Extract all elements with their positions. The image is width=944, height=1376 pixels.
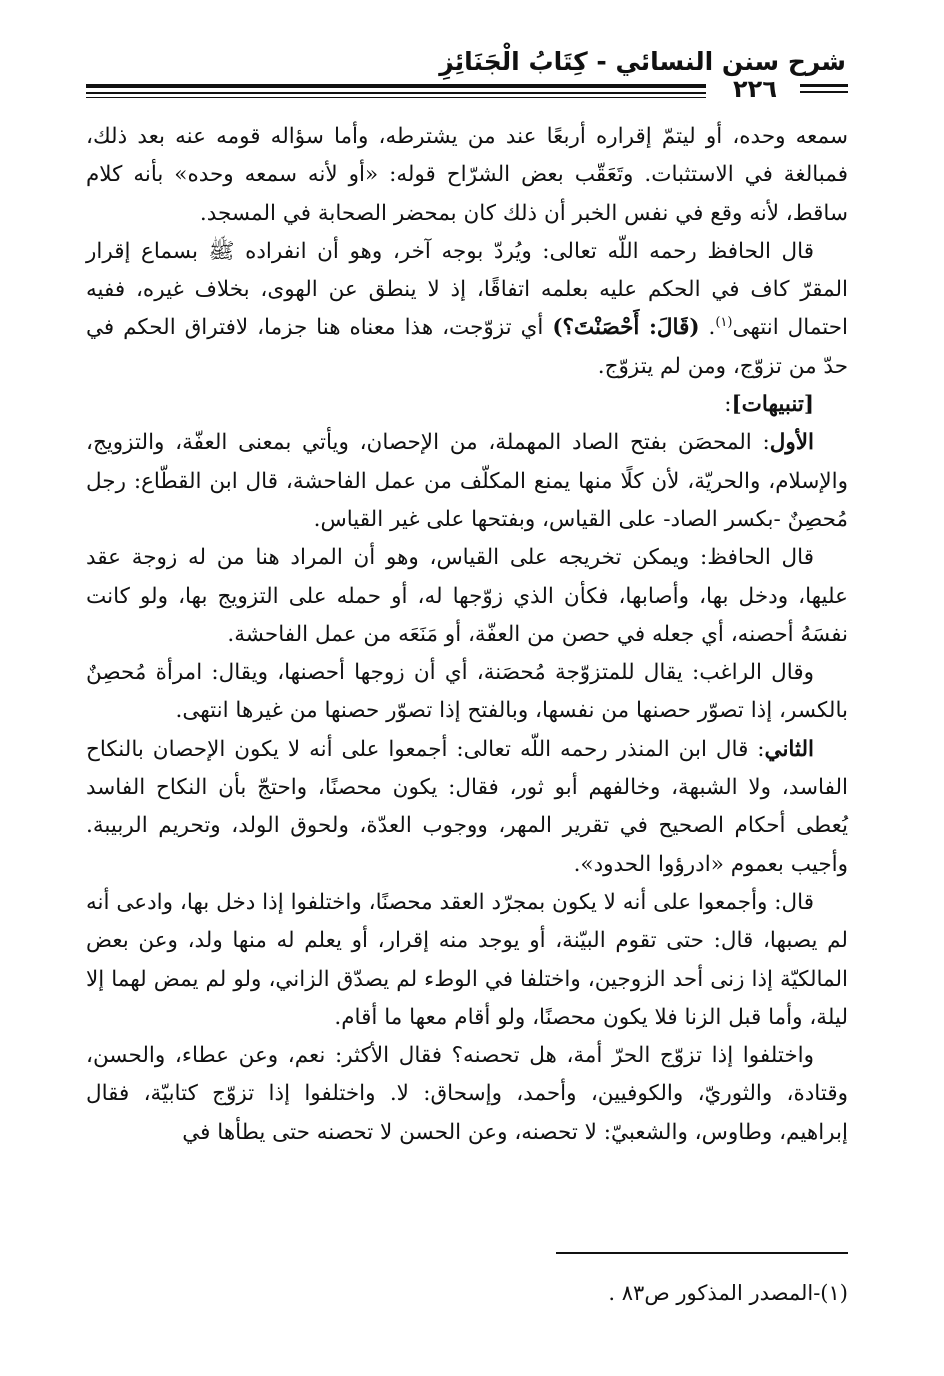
paragraph-1: سمعه وحده، أو ليتمّ إقراره أربعًا عند من يشترطه، وأما سؤاله قومه عنه بعد ذلك، فمبالغة في الاستثبات. وتَعَقّب بعض الشرّاح قوله: «أو لأنه سمعه وحده» بأنه كلام ساقط، لأنه وقع في نفس الخبر أن ذلك كان بمحضر الصحابة في المسجد. [86,124,848,226]
tanbihat-heading [86,386,848,424]
paragraph-5: قال: وأجمعوا على أنه لا يكون بمجرّد العقد محصنًا، واختلفوا إذا دخل بها، وادعى أنه لم يصبها، قال: حتى تقوم البيّنة، أو يوجد منه إقرار، أو يعلم له منها ولد، وعن بعض المالكيّة إذا زنى أحد الزوجين، واختلفا في الوطء لم يصدّق الزاني، ولو لم يمض لهما إلا ليلة، وأما قبل الزنا فلا يكون محصنًا، ولو أقام معها ما أقام. [86,889,848,1030]
paragraph-4: وقال الراغب: يقال للمتزوّجة مُحصَنة، أي أن زوجها أحصنها، ويقال: امرأة مُحصِنٌ بالكسر، إذا تصوّر حصنها من نفسها، وبالفتح إذا تصوّر حصنها من غيرها انتهى. [86,660,848,724]
second-note-label: الثاني [764,736,814,762]
paragraph-2-text-a: قال الحافظ رحمه اللّه تعالى: ويُردّ بوجه آخر، وهو أن انفراده ﷺ بسماع إقرار المقرّ كاف في الحكم عليه بعلمه اتفاقًا، إذ لا ينطق عن الهوى، بخلاف غيره، ففيه احتمال انتهى [86,238,849,341]
footnote-reference: (١) [715,315,733,331]
first-note-label: الأول [769,430,814,456]
paragraph-second-note [86,731,848,884]
second-note-text: : قال ابن المنذر رحمه اللّه تعالى: أجمعوا على أنه لا يكون الإحصان بالنكاح الفاسد، ولا الشبهة، وخالفهم أبو ثور، فقال: يكون محصنًا، واحتجّ بأن النكاح الفاسد يُعطى أحكام الصحيح في تقرير المهر، ووجوب العدّة، ولحوق الولد، وتحريم الربيبة. وأجيب بعموم «ادرؤوا الحدود». [86,736,848,877]
footnote-separator [556,1252,848,1254]
page-number: ٢٢٦ [733,75,777,103]
header-rule-thick [86,84,706,88]
paragraph-2 [86,233,848,386]
footnote: (١)-المصدر المذكور ص٨٣ . [608,1281,848,1305]
tanbihat-label: [تنبيهات] [731,392,814,418]
paragraph-first-note [86,424,848,539]
tanbihat-colon: : [724,392,732,418]
page-number-rule-bottom [800,91,848,93]
hadith-quote-bold: (قَالَ: أَحْصَنْتَ؟) [552,315,700,341]
paragraph-6: واختلفوا إذا تزوّج الحرّ أمة، هل تحصنه؟ فقال الأكثر: نعم، وعن عطاء، والحسن، وقتادة، والثوريّ، والكوفيين، وأحمد، وإسحاق: لا. واختلفوا إذا تزوّج كتابيّة، فقال إبراهيم، وطاوس، والشعبيّ: لا تحصنه، وعن الحسن لا تحصنه حتى يطأها في [86,1043,848,1145]
first-note-text: : المحصَن بفتح الصاد المهملة، من الإحصان، ويأتي بمعنى العفّة، والتزويج، والإسلام، والحريّة، لأن كلًا منها يمنع المكلّف من عمل الفاحشة، قال ابن القطّاع: رجل مُحصِنٌ -بكسر الصاد- على القياس، وبفتحها على غير القياس. [86,430,848,532]
paragraph-2-text-c: أي تزوّجت، هذا معناه هنا جزما، لافتراق الحكم في حدّ من تزوّج، ومن لم يتزوّج. [86,315,848,379]
header-rule-medium [86,92,706,94]
paragraph-2-text-b: . [699,315,716,341]
header-rule-thin [86,97,706,98]
main-text [86,118,848,1152]
paragraph-3: قال الحافظ: ويمكن تخريجه على القياس، وهو أن المراد هنا من له زوجة عقد عليها، ودخل بها، وأصابها، فكأن الذي زوّجها له، أو حمله على التزويج بها، ولو كانت نفسَهُ أحصنه، أي جعله في حصن من العفّة، أو مَنَعَه من عمل الفاحشة. [86,545,848,647]
running-head-title: شرح سنن النسائي - كِتَابُ الْجَنَائِزِ [439,47,846,76]
page-number-rule-top [800,84,848,87]
